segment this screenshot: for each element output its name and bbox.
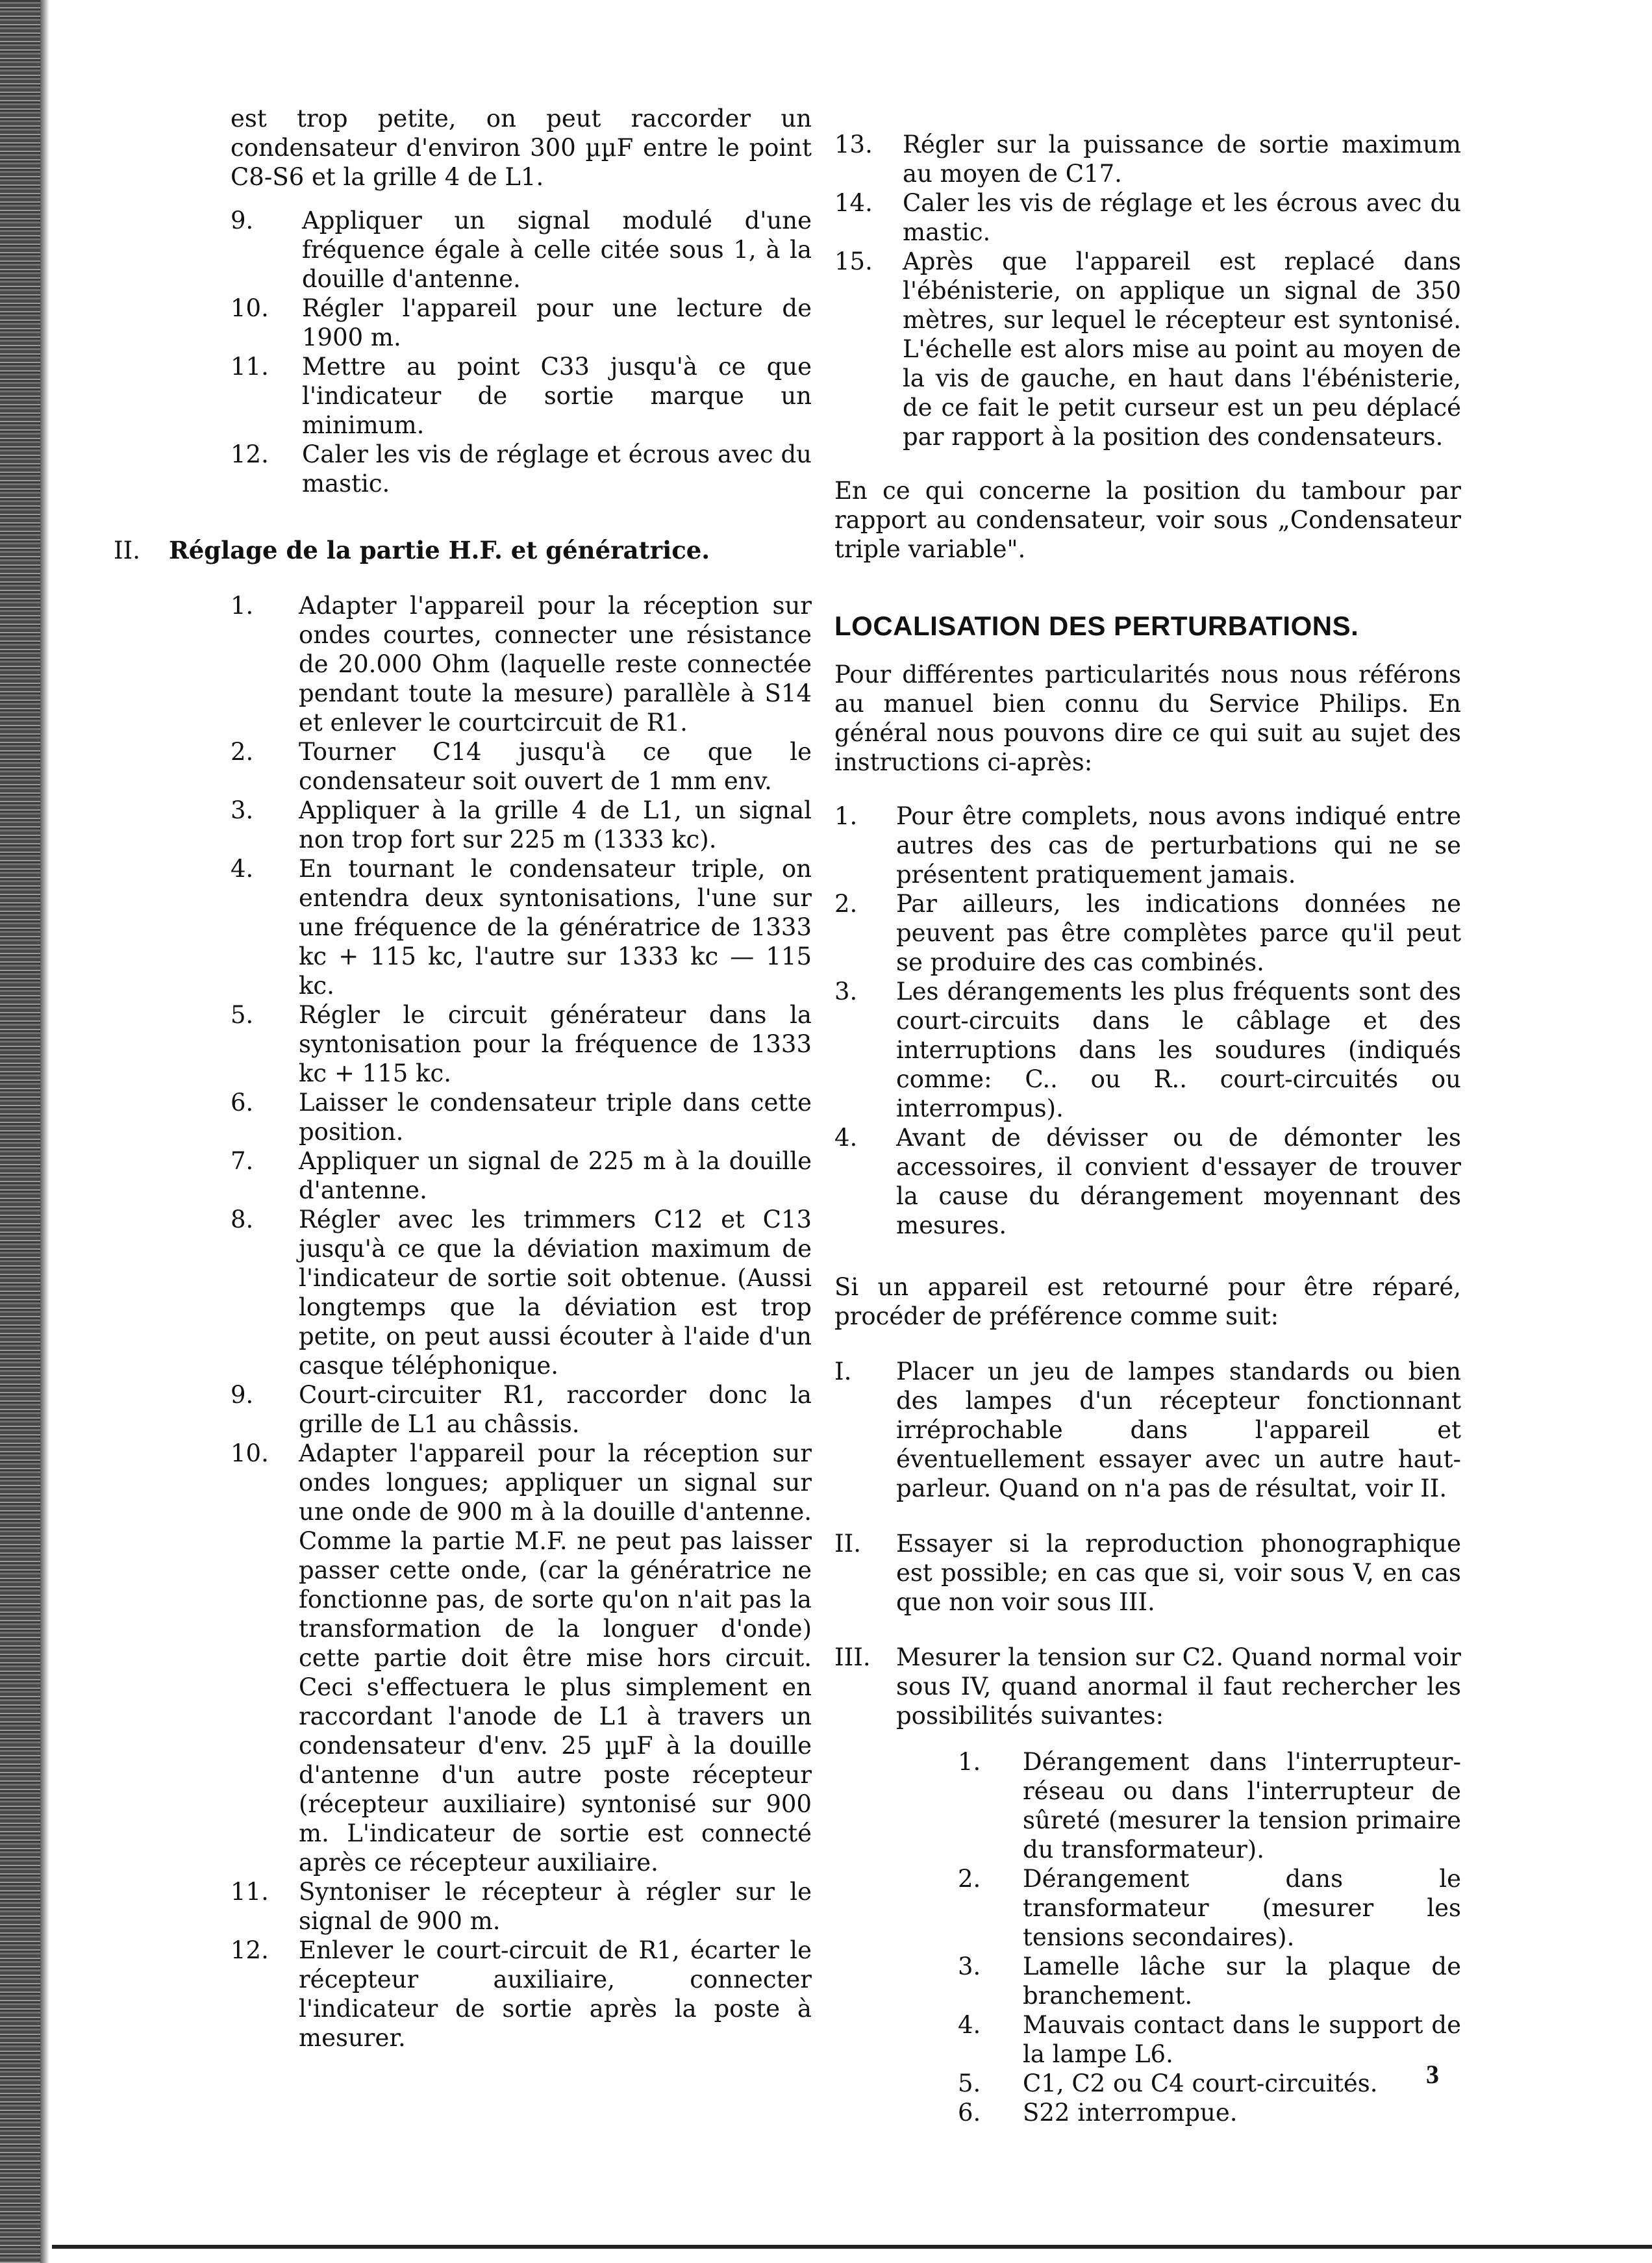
list-item: 4. Avant de dévisser ou de démonter les accessoires, il convient d'essayer de trouver la cause du dérangement moyennant des mesures.	[834, 1124, 1461, 1239]
scan-binding-edge	[0, 0, 40, 2263]
list-item: 11. Syntoniser le récepteur à régler sur le signal de 900 m.	[231, 1878, 812, 1935]
list-item: 2. Dérangement dans le transformateur (mesurer les tensions secondaires).	[958, 1865, 1461, 1951]
right-column	[834, 130, 1461, 2127]
list-item: 3. Appliquer à la grille 4 de L1, un signal non trop fort sur 225 m (1333 kc).	[231, 796, 812, 853]
list-item: 11. Mettre au point C33 jusqu'à ce que l'indicateur de sortie marque un minimum.	[231, 353, 812, 439]
section-title: Réglage de la partie H.F. et génératrice.	[169, 536, 710, 564]
notes-list	[834, 802, 1461, 1240]
step3-sublist	[958, 1747, 1461, 2127]
list-item: 3. Lamelle lâche sur la plaque de branchement.	[958, 1953, 1461, 2010]
list-item: 1. Dérangement dans l'interrupteur-réseau ou dans l'interrupteur de sûreté (mesurer la tension primaire du transformateur).	[958, 1748, 1461, 1864]
list-item: 14. Caler les vis de réglage et les écrous avec du mastic.	[834, 189, 1461, 246]
scan-bottom-edge	[52, 2245, 1652, 2249]
list-item: 8. Régler avec les trimmers C12 et C13 jusqu'à ce que la déviation maximum de l'indicateur de sortie soit obtenue. (Aussi longtemps que la déviation est trop petite, on peut aussi écouter à l'aide d'un casque téléphonique.	[231, 1206, 812, 1380]
intro-continuation: est trop petite, on peut raccorder un condensateur d'environ 300 µµF entre le point C8-S6 et la grille 4 de L1.	[231, 105, 812, 191]
list-item: 7. Appliquer un signal de 225 m à la douille d'antenne.	[231, 1147, 812, 1204]
left-items-top	[231, 206, 812, 498]
right-items-top	[834, 130, 1461, 451]
list-item: 5. Régler le circuit générateur dans la syntonisation pour la fréquence de 1333 kc + 115 kc.	[231, 1001, 812, 1087]
left-column	[114, 104, 812, 2053]
repair-intro: Si un appareil est retourné pour être réparé, procéder de préférence comme suit:	[834, 1273, 1461, 1330]
section-heading: LOCALISATION DES PERTURBATIONS.	[834, 611, 1359, 641]
list-item: 10. Régler l'appareil pour une lecture de 1900 m.	[231, 294, 812, 351]
list-item: 2. Tourner C14 jusqu'à ce que le condensateur soit ouvert de 1 mm env.	[231, 738, 812, 795]
list-item: 1. Pour être complets, nous avons indiqué entre autres des cas de perturbations qui ne se présentent pratiquement jamais.	[834, 802, 1461, 889]
section-hf-adjustment	[107, 536, 812, 2053]
list-item: 12. Caler les vis de réglage et écrous avec du mastic.	[231, 440, 812, 498]
list-item: 10. Adapter l'appareil pour la réception sur ondes longues; appliquer un signal sur une onde de 900 m à la douille d'antenne. Comme la partie M.F. ne peut pas laisser passer cette onde, (car la génératrice ne fonctionne pas, de sorte qu'on n'ait pas la transformation de la longuer d'onde) cette partie doit être mise hors circuit. Ceci s'effectuera le plus simplement en raccordant l'anode de L1 à travers un condensateur d'env. 25 µµF à la douille d'antenne d'un autre poste récepteur (récepteur auxiliaire) syntonisé sur 900 m. L'indicateur de sortie est connecté après ce récepteur auxiliaire.	[231, 1439, 812, 1877]
page-number: 3	[1426, 2060, 1439, 2089]
repair-steps	[834, 1357, 1461, 2127]
list-item: 5. C1, C2 ou C4 court-circuités.	[958, 2069, 1378, 2097]
list-item: 4. En tournant le condensateur triple, on entendra deux syntonisations, l'une sur une fréquence de la génératrice de 1333 kc + 115 kc, l'autre sur 1333 kc — 115 kc.	[231, 855, 812, 1000]
list-item: 9. Court-circuiter R1, raccorder donc la grille de L1 au châssis.	[231, 1381, 812, 1438]
list-item: 2. Par ailleurs, les indications données ne peuvent pas être complètes parce qu'il peut se produire des cas combinés.	[834, 890, 1461, 976]
section-items	[231, 591, 812, 2053]
list-item: III. Mesurer la tension sur C2. Quand normal voir sous IV, quand anormal il faut rechercher les possibilités suivantes: 1. Dérangement dans l'interrupteur-réseau ou dans l'interrupteur de sûreté (mesurer la tension primaire du transformateur). 2. Dérangement dans le transformateur (mesurer les tensions secondaires). 3. Lamelle lâche sur la plaque de branchement. 4. Mauvais contact dans le support de la lampe L6. 5. C1, C2 ou C4 court-circuités. 6. S22 interrompue.	[834, 1643, 1461, 2127]
list-item: 15. Après que l'appareil est replacé dans l'ébénisterie, on applique un signal de 350 mètres, sur lequel le récepteur est syntonisé. L'échelle est alors mise au point au moyen de la vis de gauche, en haut dans l'ébénisterie, de ce fait le petit curseur est un peu déplacé par rapport à la position des condensateurs.	[834, 247, 1461, 451]
list-item: II. Essayer si la reproduction phonographique est possible; en cas que si, voir sous V, en cas que non voir sous III.	[834, 1530, 1461, 1616]
list-item: 6. S22 interrompue.	[958, 2099, 1238, 2127]
heading-intro: Pour différentes particularités nous nous référons au manuel bien connu du Service Philips. En général nous pouvons dire ce qui suit au sujet des instructions ci-après:	[834, 661, 1461, 776]
list-item: 1. Adapter l'appareil pour la réception sur ondes courtes, connecter une résistance de 20.000 Ohm (laquelle reste connectée pendant toute la mesure) parallèle à S14 et enlever le courtcircuit de R1.	[231, 592, 812, 737]
list-item: 9. Appliquer un signal modulé d'une fréquence égale à celle citée sous 1, à la douille d'antenne.	[231, 207, 812, 293]
list-item: 12. Enlever le court-circuit de R1, écarter le récepteur auxiliaire, connecter l'indicateur de sortie après la poste à mesurer.	[231, 1936, 812, 2052]
list-item: 6. Laisser le condensateur triple dans cette position.	[231, 1089, 812, 1146]
list-item: 4. Mauvais contact dans le support de la lampe L6.	[958, 2011, 1461, 2068]
list-item: 13. Régler sur la puissance de sortie maximum au moyen de C17.	[834, 131, 1461, 188]
list-item: 3. Les dérangements les plus fréquents sont des court-circuits dans le câblage et des interruptions dans les soudures (indiqués comme: C.. ou R.. court-circuités ou interrompus).	[834, 978, 1461, 1122]
list-item: I. Placer un jeu de lampes standards ou bien des lampes d'un récepteur fonctionnant irréprochable dans l'appareil et éventuellement essayer avec un autre haut-parleur. Quand on n'a pas de résultat, voir II.	[834, 1358, 1461, 1502]
section-number: II.	[114, 537, 140, 564]
drum-note: En ce qui concerne la position du tambour par rapport au condensateur, voir sous „Condensateur triple variable".	[834, 477, 1461, 563]
